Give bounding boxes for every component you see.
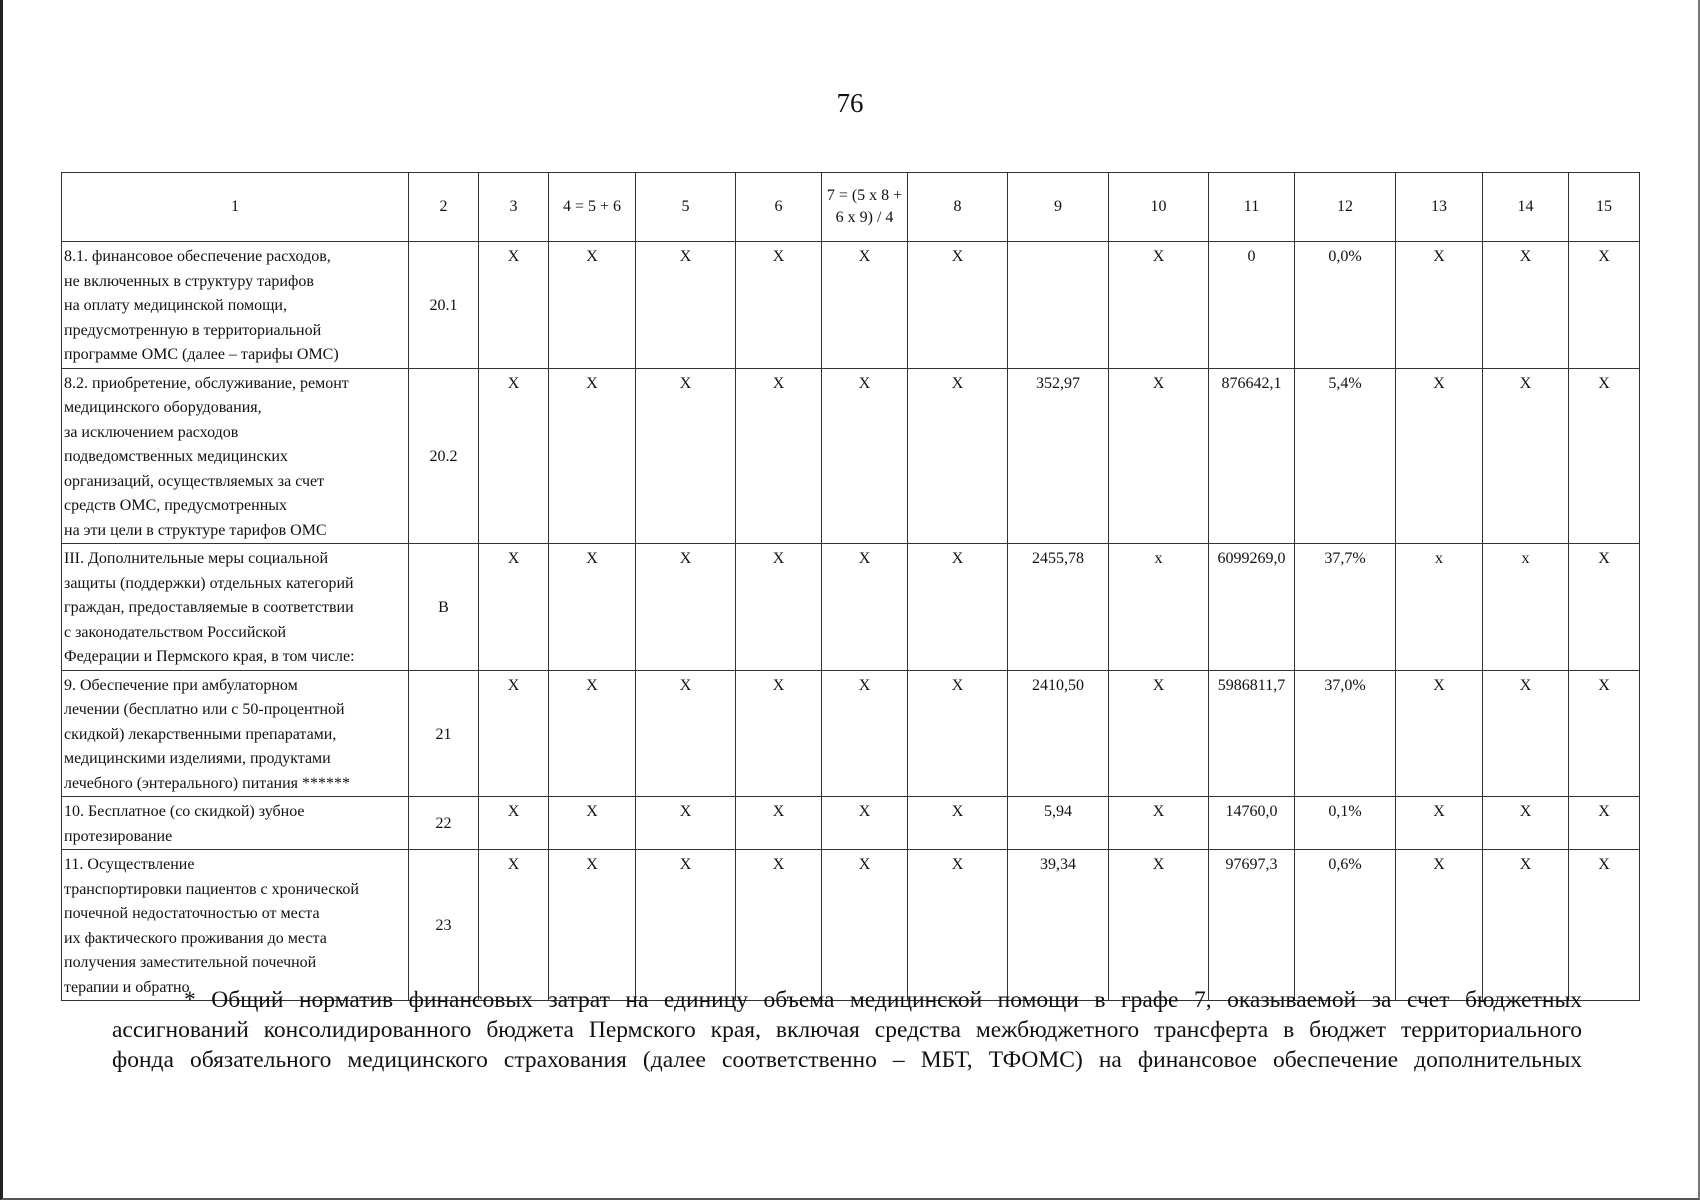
table-row: [62, 850, 1640, 1001]
row-name-line: 9. Обеспечение при амбулаторном: [64, 676, 298, 694]
value-cell: Х: [549, 797, 636, 850]
value-cell: Х: [908, 670, 1008, 797]
row-name-line: 8.2. приобретение, обслуживание, ремонт: [64, 374, 349, 392]
row-name-line: на эти цели в структуре тарифов ОМС: [64, 521, 327, 539]
row-name-cell: [62, 544, 409, 671]
page-number: 76: [836, 88, 864, 118]
value-cell: Х: [822, 368, 908, 544]
header-cell: 10: [1109, 173, 1209, 242]
value-cell: Х: [1396, 797, 1483, 850]
value-cell: Х: [1483, 242, 1569, 369]
row-name-line: 11. Осуществление: [64, 856, 195, 873]
financing-table: [61, 172, 1640, 1001]
value-cell: Х: [908, 544, 1008, 671]
value-cell: Х: [636, 850, 736, 1001]
value-cell: Х: [636, 368, 736, 544]
value-cell: 5986811,7: [1209, 670, 1295, 797]
row-name-line: 10. Бесплатное (со скидкой) зубное: [64, 803, 305, 820]
header-cell: 12: [1295, 173, 1396, 242]
footnote-line: фонда обязательного медицинского страхования (далее соответственно – МБТ, ТФОМС) на финансовое обеспечение дополнительных: [112, 1047, 1582, 1073]
header-cell: 8: [908, 173, 1008, 242]
value-cell: Х: [1569, 544, 1640, 671]
value-cell: Х: [1109, 797, 1209, 850]
row-name-line: лечении (бесплатно или с 50-процентной: [64, 701, 345, 718]
value-cell: 352,97: [1008, 368, 1109, 544]
value-cell: Х: [736, 670, 822, 797]
value-cell: Х: [736, 797, 822, 850]
value-cell: Х: [908, 368, 1008, 544]
value-cell: 97697,3: [1209, 850, 1295, 1001]
value-cell: 0,1%: [1295, 797, 1396, 850]
value-cell: х: [1396, 544, 1483, 671]
value-cell: 5,4%: [1295, 368, 1396, 544]
value-cell: Х: [1569, 368, 1640, 544]
value-cell: Х: [549, 850, 636, 1001]
value-cell: Х: [1569, 242, 1640, 369]
value-cell: 0,6%: [1295, 850, 1396, 1001]
header-cell: 2: [409, 173, 479, 242]
row-name-cell: [62, 850, 409, 1001]
value-cell: Х: [549, 670, 636, 797]
footnote-line: ассигнований консолидированного бюджета Пермского края, включая средства межбюджетного трансферта в бюджет территориального: [112, 1017, 1582, 1043]
value-cell: Х: [1109, 670, 1209, 797]
value-cell: 876642,1: [1209, 368, 1295, 544]
row-name-line: почечной недостаточностью от места: [64, 905, 320, 922]
value-cell: 37,7%: [1295, 544, 1396, 671]
row-name-line: медицинскими изделиями, продуктами: [64, 750, 331, 767]
table-row: [62, 670, 1640, 797]
value-cell: Х: [822, 850, 908, 1001]
value-cell: Х: [1109, 368, 1209, 544]
row-code-cell: 21: [409, 670, 479, 797]
value-cell: Х: [736, 368, 822, 544]
value-cell: 14760,0: [1209, 797, 1295, 850]
row-name-line: не включенных в структуру тарифов: [64, 272, 314, 290]
value-cell: Х: [549, 368, 636, 544]
value-cell: Х: [1396, 850, 1483, 1001]
row-name-line: предусмотренную в территориальной: [64, 321, 322, 339]
value-cell: Х: [736, 242, 822, 369]
footnote-line: * Общий норматив финансовых затрат на единицу объема медицинской помощи в графе 7, оказываемой за счет бюджетных: [184, 987, 1582, 1013]
row-code-cell: 20.2: [409, 368, 479, 544]
value-cell: Х: [636, 544, 736, 671]
row-name-line: за исключением расходов: [64, 423, 239, 441]
row-name-line: с законодательством Российской: [64, 623, 286, 641]
value-cell: Х: [1569, 850, 1640, 1001]
row-code-cell: 23: [409, 850, 479, 1001]
row-name-line: получения заместительной почечной: [64, 954, 317, 971]
header-cell: 11: [1209, 173, 1295, 242]
value-cell: Х: [822, 242, 908, 369]
row-name-line: средств ОМС, предусмотренных: [64, 497, 288, 514]
value-cell: Х: [1569, 797, 1640, 850]
header-cell: 1: [62, 173, 409, 242]
value-cell: Х: [908, 242, 1008, 369]
value-cell: Х: [479, 242, 549, 369]
value-cell: 2410,50: [1008, 670, 1109, 797]
value-cell: 5,94: [1008, 797, 1109, 850]
value-cell: Х: [1396, 670, 1483, 797]
value-cell: Х: [549, 544, 636, 671]
value-cell: Х: [1483, 850, 1569, 1001]
row-code-cell: В: [409, 544, 479, 671]
row-name-line: защиты (поддержки) отдельных категорий: [64, 574, 354, 592]
value-cell: Х: [479, 544, 549, 671]
value-cell: 0: [1209, 242, 1295, 369]
value-cell: Х: [636, 670, 736, 797]
value-cell: Х: [1483, 368, 1569, 544]
value-cell: Х: [1396, 368, 1483, 544]
row-name-line: терапии и обратно: [64, 978, 190, 996]
row-name-line: организаций, осуществляемых за счет: [64, 472, 325, 490]
value-cell: х: [1483, 544, 1569, 671]
value-cell: Х: [908, 797, 1008, 850]
value-cell: Х: [636, 242, 736, 369]
value-cell: Х: [1483, 670, 1569, 797]
value-cell: Х: [1109, 850, 1209, 1001]
row-name-line: на оплату медицинской помощи,: [64, 297, 287, 314]
row-name-line: транспортировки пациентов с хронической: [64, 880, 359, 898]
value-cell: Х: [822, 670, 908, 797]
header-cell: 5: [636, 173, 736, 242]
row-name-cell: [62, 797, 409, 850]
value-cell: Х: [479, 850, 549, 1001]
table-row: [62, 368, 1640, 544]
header-cell: 13: [1396, 173, 1483, 242]
table-row: [62, 797, 1640, 850]
value-cell: Х: [636, 797, 736, 850]
value-cell: Х: [1109, 242, 1209, 369]
header-cell: 14: [1483, 173, 1569, 242]
header-cell: 6: [736, 173, 822, 242]
value-cell: Х: [479, 797, 549, 850]
header-cell: 9: [1008, 173, 1109, 242]
row-name-line: медицинского оборудования,: [64, 399, 262, 416]
row-name-line: III. Дополнительные меры социальной: [64, 550, 328, 567]
value-cell: 37,0%: [1295, 670, 1396, 797]
row-name-line: программе ОМС (далее – тарифы ОМС): [64, 346, 339, 363]
value-cell: 0,0%: [1295, 242, 1396, 369]
row-name-line: протезирование: [64, 827, 173, 845]
value-cell: Х: [822, 544, 908, 671]
footnote: [112, 985, 1582, 1075]
value-cell: Х: [549, 242, 636, 369]
row-name-line: лечебного (энтерального) питания ******: [64, 774, 351, 792]
value-cell: Х: [479, 670, 549, 797]
header-cell: 4 = 5 + 6: [549, 173, 636, 242]
value-cell: х: [1109, 544, 1209, 671]
table-row: [62, 242, 1640, 369]
value-cell: Х: [736, 544, 822, 671]
row-name-cell: [62, 242, 409, 369]
row-name-line: граждан, предоставляемые в соответствии: [64, 599, 354, 616]
row-code-cell: 22: [409, 797, 479, 850]
row-name-cell: [62, 670, 409, 797]
header-cell: 15: [1569, 173, 1640, 242]
value-cell: Х: [736, 850, 822, 1001]
table-row: [62, 544, 1640, 671]
row-code-cell: 20.1: [409, 242, 479, 369]
row-name-line: 8.1. финансовое обеспечение расходов,: [64, 248, 331, 265]
table-header-row: [62, 173, 1640, 242]
value-cell: Х: [1569, 670, 1640, 797]
value-cell: Х: [1483, 797, 1569, 850]
value-cell: 2455,78: [1008, 544, 1109, 671]
value-cell: Х: [479, 368, 549, 544]
value-cell: Х: [822, 797, 908, 850]
header-cell: 7 = (5 х 8 + 6 х 9) / 4: [822, 173, 908, 242]
header-cell: 3: [479, 173, 549, 242]
row-name-cell: [62, 368, 409, 544]
value-cell: [1008, 242, 1109, 369]
value-cell: 39,34: [1008, 850, 1109, 1001]
row-name-line: скидкой) лекарственными препаратами,: [64, 725, 337, 743]
value-cell: 6099269,0: [1209, 544, 1295, 671]
value-cell: Х: [908, 850, 1008, 1001]
row-name-line: подведомственных медицинских: [64, 448, 288, 465]
row-name-line: Федерации и Пермского края, в том числе:: [64, 648, 355, 665]
row-name-line: их фактического проживания до места: [64, 929, 327, 947]
value-cell: Х: [1396, 242, 1483, 369]
